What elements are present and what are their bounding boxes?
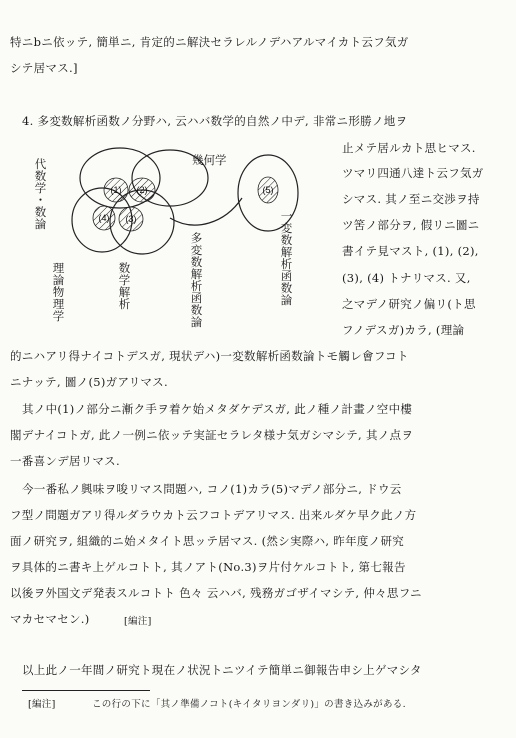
text-line: シテ居マス.] xyxy=(10,61,78,75)
connector-curve xyxy=(170,198,242,225)
text-line: フノデスガ)カラ, (理論 xyxy=(342,323,465,337)
label-theory-physics: 理論物理学 xyxy=(51,262,66,322)
label-geometry: 幾何学 xyxy=(192,153,227,167)
text-line: 止メテ居ルカト思ヒマス. xyxy=(342,141,476,155)
text-line: ニナッテ, 圖ノ(5)ガアリマス. xyxy=(10,375,168,389)
editor-note-tag: [編注] xyxy=(124,616,152,627)
region-5-label: (5) xyxy=(262,185,274,195)
region-2-label: (2) xyxy=(136,185,148,195)
closing-line: 以上此ノ一年間ノ研究ト現在ノ状況トニツイテ簡単ニ御報告申シ上ゲマシタ xyxy=(22,663,422,677)
footnote-tag: [編注] xyxy=(28,699,56,710)
text-line: 今一番私ノ興味ヲ唆リマス問題ハ, コノ(1)カラ(5)マデノ部分ニ, ドウ云 xyxy=(22,482,402,496)
text-line: ツ筈ノ部分ヲ, 假リニ圖ニ xyxy=(342,218,480,232)
label-one-var: 一変数解析函数論 xyxy=(279,210,294,306)
text-line: マカセマセン.) xyxy=(10,612,90,626)
text-line: シマス. 其ノ至ニ交渉ヲ持 xyxy=(342,192,480,206)
text-line: 面ノ研究ヲ, 組織的ニ始メタイト思ッテ居マス. (然シ実際ハ, 昨年度ノ研究 xyxy=(10,534,405,548)
text-line: 特ニbニ依ッテ, 簡単ニ, 肯定的ニ解決セラレルノデハアルマイカト云フ気ガ xyxy=(10,35,409,49)
text-line: 之マデノ研究ノ偏リ(ト思 xyxy=(342,297,476,311)
section-heading-line: 4. 多変数解析函数ノ分野ハ, 云ハバ数学的自然ノ中デ, 非常ニ形勝ノ地ヲ xyxy=(22,114,408,128)
label-algebra: 代数学・数論 xyxy=(33,158,48,230)
text-line: 以後ヲ外国文デ発表スルコトト 色々 云ハバ, 残務ガゴザイマシテ, 仲々思フニ xyxy=(10,586,422,600)
text-line: フ型ノ問題ガアリ得ルダラウカト云フコトデアリマス. 出来ルダケ早ク此ノ方 xyxy=(10,508,417,522)
footnote-text: この行の下に「其ノ準備ノコト(キイタリヨンダリ)」の書き込みがある. xyxy=(92,699,406,710)
text-line: 閣デナイコトガ, 此ノ一例ニ依ッテ実証セラレタ様ナ気ガシマシテ, 其ノ点ヲ xyxy=(10,428,414,442)
region-4-label: (4) xyxy=(98,213,110,223)
text-line: (3), (4) トナリマス. 又, xyxy=(342,271,471,285)
text-line: ヲ具体的ニ書キ上ゲルコトト, 其ノアト(No.3)ヲ片付ケルコトト, 第七報告 xyxy=(10,560,406,574)
text-line: 的ニハアリ得ナイコトデスガ, 現状デハ)一変数解析函数論トモ觸レ會フコト xyxy=(10,349,409,363)
region-1-label: (1) xyxy=(110,185,122,195)
text-line: 其ノ中(1)ノ部分ニ漸ク手ヲ着ケ始メタダケデスガ, 此ノ種ノ計畫ノ空中樓 xyxy=(22,402,413,416)
text-line: ツマリ四通八達ト云フ気ガ xyxy=(342,166,484,180)
label-multi-var: 多変数解析函数論 xyxy=(189,232,204,328)
text-line: 一番喜ンデ居リマス. xyxy=(10,454,120,468)
footnote-rule xyxy=(22,690,150,691)
text-line: 書イテ見マスト, (1), (2), xyxy=(342,244,479,258)
region-3-label: (3) xyxy=(125,214,137,224)
label-math-analysis: 数学解析 xyxy=(117,262,132,310)
